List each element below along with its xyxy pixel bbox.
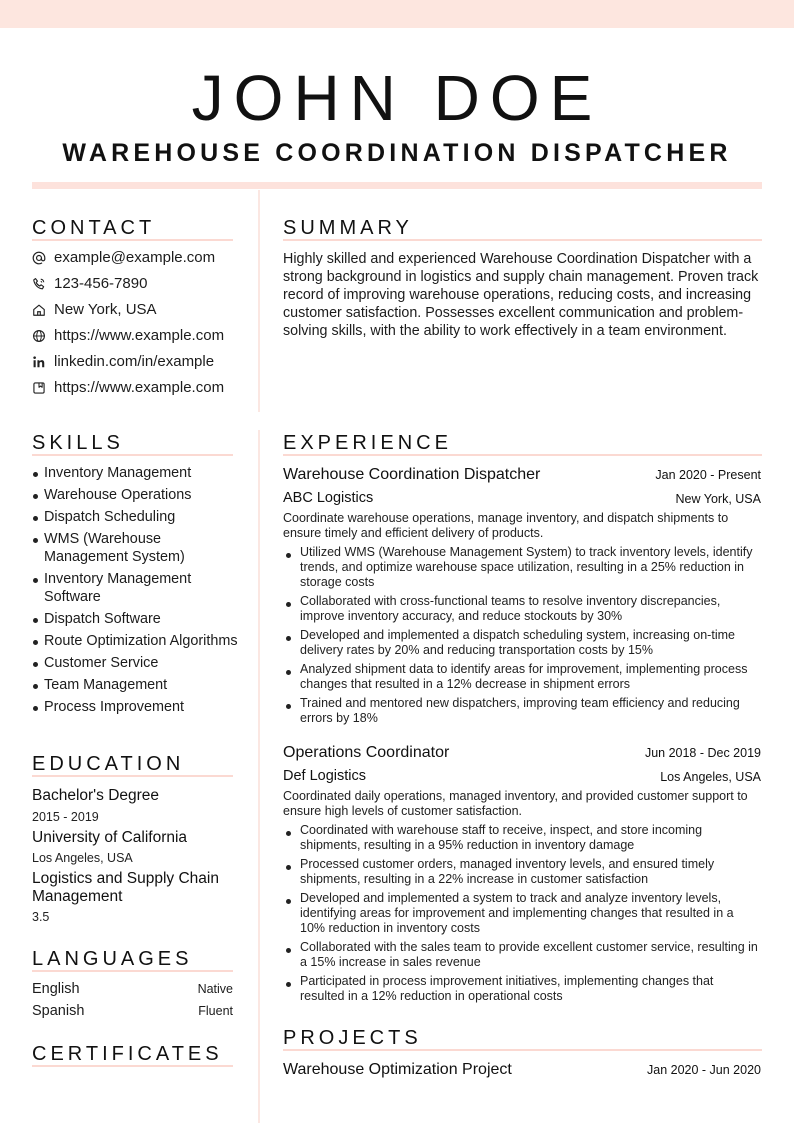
job-bullet: Trained and mentored new dispatchers, improving team efficiency and reducing errors by 18% [283, 696, 761, 726]
summary-heading: SUMMARY [283, 217, 413, 239]
skill-item: WMS (Warehouse Management System) [32, 530, 242, 566]
projects-heading-line [283, 1049, 762, 1051]
education-school: University of California [32, 829, 188, 846]
certificates-heading: CERTIFICATES [32, 1043, 223, 1065]
job-bullet: Utilized WMS (Warehouse Management System) to track inventory levels, identify trends, and optimize warehouse space utilization, resulting in a 25% reduction in storage costs [283, 545, 761, 590]
globe-icon [32, 329, 46, 343]
skill-item: Warehouse Operations [32, 486, 242, 504]
contact-location-text: New York, USA [54, 301, 157, 318]
contact-portfolio[interactable] [32, 378, 224, 398]
column-divider-top [258, 190, 260, 412]
header-divider [32, 182, 762, 189]
language-level: Native [197, 982, 233, 996]
project-dates: Jan 2020 - Jun 2020 [647, 1063, 761, 1077]
job-location: New York, USA [675, 492, 761, 506]
job-bullet: Processed customer orders, managed inventory levels, and ensured timely shipments, resulting in a 22% increase in customer satisfaction [283, 857, 761, 887]
education-heading: EDUCATION [32, 753, 185, 775]
project-title: Warehouse Optimization Project [283, 1061, 512, 1078]
education-field: Logistics and Supply Chain Management [32, 870, 219, 905]
language-name: English [32, 981, 80, 997]
education-years: 2015 - 2019 [32, 810, 99, 824]
education-heading-line [32, 775, 233, 777]
job-bullet: Developed and implemented a dispatch scheduling system, increasing on-time delivery rates by 20% and reducing transportation costs by 15% [283, 628, 761, 658]
job-company: ABC Logistics [283, 490, 374, 506]
job-bullet: Coordinated with warehouse staff to receive, inspect, and store incoming shipments, resulting in a 95% reduction in inventory damage [283, 823, 761, 853]
skill-item: Team Management [32, 676, 242, 694]
contact-email[interactable] [32, 248, 215, 268]
education-location: Los Angeles, USA [32, 851, 133, 865]
job-bullet: Developed and implemented a system to track and analyze inventory levels, identifying areas for improvement and implementing changes that resulted in a 10% reduction in inventory costs [283, 891, 761, 936]
contact-heading-line [32, 239, 233, 241]
linkedin-icon [32, 355, 46, 369]
experience-heading-line [283, 454, 762, 456]
language-name: Spanish [32, 1003, 85, 1019]
job-dates: Jan 2020 - Present [655, 468, 761, 482]
job-bullets [283, 545, 761, 730]
job-company: Def Logistics [283, 768, 367, 784]
certificates-heading-line [32, 1065, 233, 1067]
contact-website[interactable] [32, 326, 224, 346]
skill-item: Process Improvement [32, 698, 242, 716]
job-bullet: Participated in process improvement initiatives, implementing changes that resulted in a 12% reduction in operational costs [283, 974, 761, 1004]
contact-email-text: example@example.com [54, 249, 216, 266]
skills-list [32, 464, 242, 720]
languages-heading-line [32, 970, 233, 972]
job-bullets [283, 823, 761, 1008]
home-icon [32, 303, 46, 317]
candidate-name: JOHN DOE [191, 62, 603, 134]
contact-heading: CONTACT [32, 217, 156, 239]
skill-item: Route Optimization Algorithms [32, 632, 242, 650]
language-level: Fluent [198, 1004, 233, 1018]
job-bullet: Collaborated with the sales team to provide excellent customer service, resulting in a 15% increase in sales revenue [283, 940, 761, 970]
job-bullet: Analyzed shipment data to identify areas for improvement, implementing process changes that resulted in a 12% decrease in shipment errors [283, 662, 761, 692]
languages-heading: LANGUAGES [32, 948, 193, 970]
job-description: Coordinated daily operations, managed inventory, and provided customer support to ensure high levels of customer satisfaction. [283, 789, 748, 818]
portfolio-icon [32, 381, 46, 395]
summary-heading-line [283, 239, 762, 241]
contact-website-text: https://www.example.com [54, 327, 225, 344]
job-bullet: Collaborated with cross-functional teams to resolve inventory discrepancies, improve inventory accuracy, and reduce stockouts by 30% [283, 594, 761, 624]
education-degree: Bachelor's Degree [32, 787, 160, 804]
language-row [32, 980, 233, 998]
job-location: Los Angeles, USA [660, 770, 761, 784]
top-band [0, 0, 794, 28]
skills-heading: SKILLS [32, 432, 124, 454]
job-dates: Jun 2018 - Dec 2019 [644, 746, 761, 760]
contact-location [32, 300, 157, 320]
job-title: Operations Coordinator [283, 744, 450, 761]
contact-portfolio-text: https://www.example.com [54, 379, 225, 396]
skills-heading-line [32, 454, 233, 456]
skill-item: Customer Service [32, 654, 242, 672]
job-description: Coordinate warehouse operations, manage inventory, and dispatch shipments to ensure timely and efficient delivery of products. [283, 511, 729, 540]
skill-item: Inventory Management [32, 464, 242, 482]
summary-text: Highly skilled and experienced Warehouse Coordination Dispatcher with a strong background in logistics and supply chain management. Proven track record of improving warehouse operations, reducing costs, and increasing customer satisfaction. Possesses excellent communication and problem-solving skills, with the ability to work effectively in a team environment. [283, 251, 759, 339]
language-row [32, 1002, 233, 1020]
contact-linkedin[interactable] [32, 352, 214, 372]
contact-linkedin-text: linkedin.com/in/example [54, 353, 215, 370]
contact-phone[interactable] [32, 274, 147, 294]
projects-heading: PROJECTS [283, 1027, 422, 1049]
skill-item: Dispatch Software [32, 610, 242, 628]
job-title: Warehouse Coordination Dispatcher [283, 466, 541, 483]
experience-heading: EXPERIENCE [283, 432, 452, 454]
candidate-title: WAREHOUSE COORDINATION DISPATCHER [62, 139, 732, 167]
at-icon [32, 251, 46, 265]
contact-phone-text: 123-456-7890 [54, 275, 148, 292]
skill-item: Dispatch Scheduling [32, 508, 242, 526]
phone-icon [32, 277, 46, 291]
column-divider-bottom [258, 430, 260, 1123]
skill-item: Inventory Management Software [32, 570, 242, 606]
education-gpa: 3.5 [32, 910, 50, 924]
